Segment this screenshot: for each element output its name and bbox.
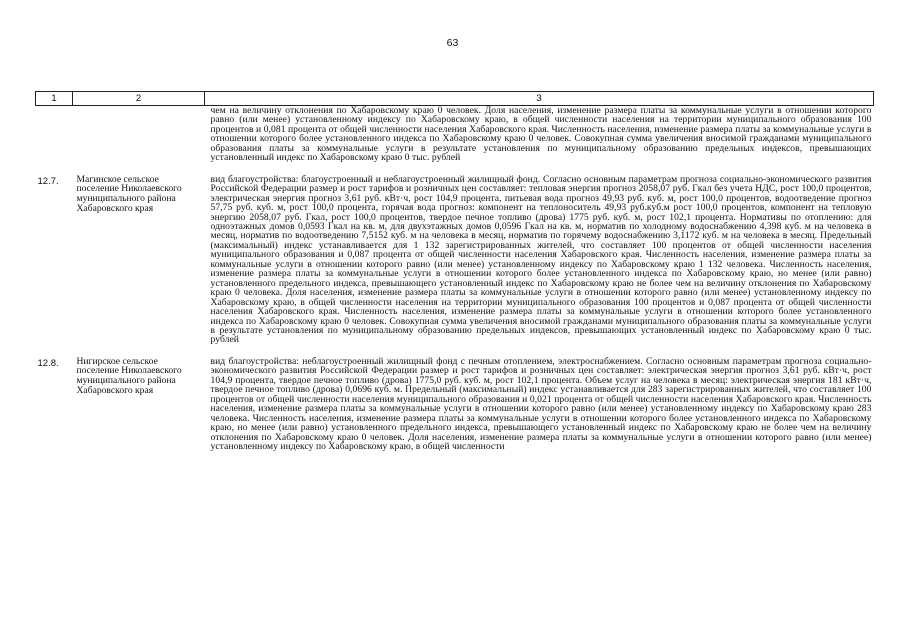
header-col-3: 3 — [205, 92, 874, 106]
table-header — [36, 92, 874, 106]
municipality-name: Нигирское сельское поселение Николаевского муниципального района Хабаровского края — [76, 355, 182, 396]
row-number — [36, 106, 73, 163]
page-number: 63 — [446, 37, 459, 49]
table-row — [36, 345, 874, 452]
row-number: 12.8. — [37, 357, 59, 369]
row-number: 12.7. — [37, 175, 59, 187]
table-row-continuation — [36, 106, 874, 163]
header-col-1: 1 — [36, 92, 73, 106]
row-description: вид благоустройства: неблагоустроенный жилищный фонд с печным отоплением, электроснабжением. Согласно основным параметрам прогноза социально-экономического развития Российской Федерации размер и рост тарифов и розничных цен составляет: электрическая энергия прогноз 3,61 руб. кВт·ч, рост 104,9 процента, твердое печное топливо (дрова) 1775,0 руб. куб. м, рост 102,1 процента. Объем услуг на человека в месяц: электрическая энергия 181 кВт·ч, твердое печное топливо (дрова) 0,0696 куб. м. Предельный (максимальный) индекс устанавливается для 283 зарегистрированных жителей, что составляет 100 процентов от общей численности населения муниципального образования и 0,021 процента от общей численности населения Хабаровского края. Численность населения, изменение размера платы за коммунальные услуги в отношении которого равно (или менее) установленному индексу по Хабаровскому краю 283 человека. Численность населения, изменение размера платы за коммунальные услуги в отношении которого более установленного индекса по Хабаровскому краю, но менее (или равно) установленного предельного индекса, превышающего установленный индекс по Хабаровскому краю не более чем на величину отклонения по Хабаровскому краю 0 человек. Доля населения, изменение размера платы за коммунальные услуги в отношении которого равно (или менее) установленному индексу по Хабаровскому краю, в общей численности — [210, 355, 872, 452]
municipality-name — [73, 106, 205, 163]
row-description: вид благоустройства: благоустроенный и неблагоустроенный жилищный фонд. Согласно основным параметрам прогноза социально-экономического развития Российской Федерации размер и рост тарифов и розничных цен составляет: тепловая энергия прогноз 2058,07 руб. Гкал без учета НДС, рост 100,0 процентов, электрическая энергия прогноз 3,61 руб. кВт·ч, рост 104,9 процента, питьевая вода прогноз 49,93 руб. куб. м, рост 100,0 процентов, водоотведение прогноз 57,75 руб. куб. м, рост 100,0 процента, горячая вода прогноз: компонент на теплоноситель 49,93 руб.куб.м рост 100,0 процентов, компонент на тепловую энергию 2058,07 руб. Гкал, рост 100,0 процентов, твердое печное топливо (дрова) 1775 руб. куб. м, рост 102,1 процента. Нормативы по отоплению: для одноэтажных домов 0,0593 Гкал на кв. м, для двухэтажных домов 0,0596 Гкал на кв. м, норматив по холодному водоснабжению 4,398 куб. м на человека в месяц, норматив по водоотведению 7,5152 куб. м на человека в месяц, норматив по горячему водоснабжению 3,1172 куб. м на человека в месяц. Предельный (максимальный) индекс устанавливается для 1 132 зарегистрированных жителей, что составляет 100 процентов от общей численности населения муниципального образования и 0,087 процента от общей численности населения Хабаровского края. Численность населения, изменение размера платы за коммунальные услуги в отношении которого равно (или менее) установленному индексу по Хабаровскому краю 1 132 человека. Численность населения, изменение размера платы за коммунальные услуги в отношении которого более установленного индекса по Хабаровскому краю, но менее (или равно) установленного предельного индекса, превышающего установленный индекс по Хабаровскому краю не более чем на величину отклонения по Хабаровскому краю 0 человека. Доля населения, изменение размера платы за коммунальные услуги в отношении которого равно (или менее) установленному индексу по Хабаровскому краю, в общей численности населения на территории муниципального образования 100 процентов и 0,087 процента от общей численности населения Хабаровского края. Численность населения, изменение размера платы за коммунальные услуги в отношении которого более установленного индекса по Хабаровскому краю 0 человек. Совокупная сумма увеличения вносимой гражданами муниципального образования платы за коммунальные услуги в результате установления по муниципальному образованию предельных индексов, превышающих установленный индекс по Хабаровскому краю 0 тыс. рублей — [210, 173, 872, 346]
municipality-name: Магинское сельское поселение Николаевского муниципального района Хабаровского края — [76, 173, 182, 214]
header-col-2: 2 — [73, 92, 205, 106]
table-row — [36, 163, 874, 345]
row-description: чем на величину отклонения по Хабаровскому краю 0 человек. Доля населения, изменение размера платы за коммунальные услуги в отношении которого равно (или менее) установленному индексу по Хабаровскому краю, в общей численности населения на территории муниципального образования 100 процентов и 0,081 процента от общей численности населения Хабаровского края. Численность населения, изменение размера платы за коммунальные услуги в отношении которого более установленного индекса по Хабаровскому краю 0 человек. Совокупная сумма увеличения вносимой гражданами муниципального образования платы за коммунальные услуги в результате установления по муниципальному образованию предельных индексов, превышающих установленный индекс по Хабаровскому краю 0 тыс. рублей — [210, 105, 872, 164]
document-table — [35, 91, 874, 451]
